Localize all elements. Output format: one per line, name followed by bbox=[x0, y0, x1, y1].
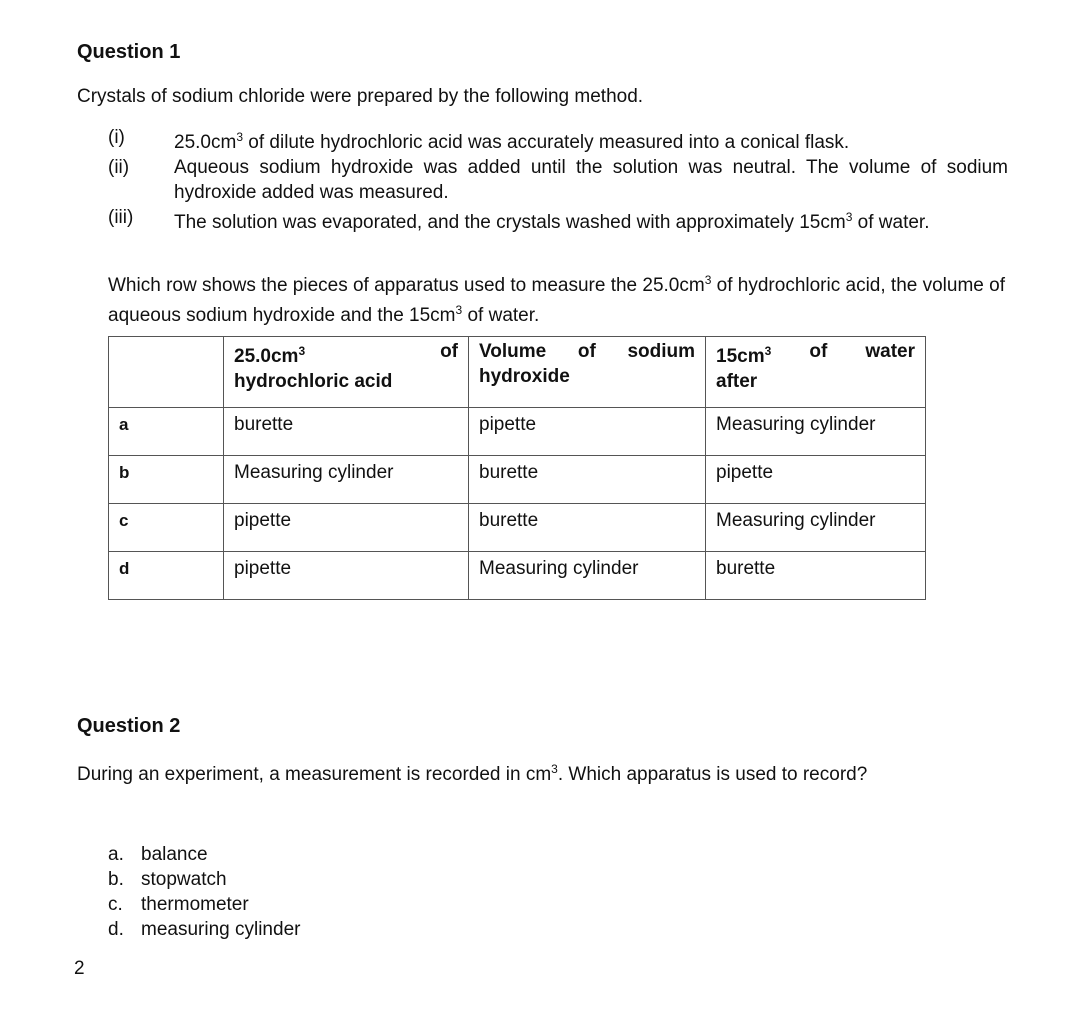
step-text: The solution was evaporated, and the crystals washed with approximately $15cm^3$ of water. bbox=[174, 210, 930, 233]
table-row bbox=[109, 552, 926, 600]
table-cell: pipette bbox=[706, 456, 926, 504]
row-letter: b bbox=[109, 456, 224, 504]
question-2-prompt: During an experiment, a measurement is recorded in $cm^3$. Which apparatus is used to record? bbox=[77, 762, 868, 785]
row-letter: c bbox=[109, 504, 224, 552]
table-row bbox=[109, 504, 926, 552]
method-step bbox=[108, 125, 1008, 155]
row-letter: a bbox=[109, 408, 224, 456]
method-steps bbox=[108, 125, 1008, 235]
table-cell: Measuring cylinder bbox=[706, 504, 926, 552]
row-letter: d bbox=[109, 552, 224, 600]
table-cell: Measuring cylinder bbox=[706, 408, 926, 456]
question-1-heading: Question 1 bbox=[77, 41, 181, 63]
table-cell: pipette bbox=[224, 504, 469, 552]
step-number: (i) bbox=[108, 127, 125, 148]
table-row bbox=[109, 408, 926, 456]
step-text: Aqueous sodium hydroxide was added until the solution was neutral. The volume of sodium hydroxide added was measured. bbox=[174, 157, 1008, 203]
header-water: $15cm^3$ of water after bbox=[706, 337, 926, 408]
page-number: 2 bbox=[74, 958, 85, 979]
table-cell: Measuring cylinder bbox=[224, 456, 469, 504]
question-1-prompt: Which row shows the pieces of apparatus used to measure the $25.0cm^3$ of hydrochloric acid, the volume of aqueous sodium hydroxide and the $15cm^3$ of water. bbox=[108, 273, 1005, 326]
method-step bbox=[108, 155, 1008, 205]
list-item: d. measuring cylinder bbox=[108, 919, 301, 940]
answer-table bbox=[108, 336, 926, 600]
header-sodium-hydroxide: Volume of sodium hydroxide bbox=[469, 337, 706, 408]
step-number: (ii) bbox=[108, 157, 130, 178]
method-step bbox=[108, 205, 1008, 235]
table-row bbox=[109, 456, 926, 504]
table-cell: burette bbox=[469, 456, 706, 504]
list-item: c. thermometer bbox=[108, 894, 249, 915]
list-item: a. balance bbox=[108, 844, 208, 865]
table-cell: burette bbox=[469, 504, 706, 552]
step-number: (iii) bbox=[108, 207, 134, 228]
table-cell: Measuring cylinder bbox=[469, 552, 706, 600]
list-item: b. stopwatch bbox=[108, 869, 227, 890]
header-hydrochloric-acid: $25.0cm^3$ of hydrochloric acid bbox=[224, 337, 469, 408]
table-cell: pipette bbox=[469, 408, 706, 456]
header-blank-cell bbox=[109, 337, 224, 408]
table-cell: pipette bbox=[224, 552, 469, 600]
question-1-intro: Crystals of sodium chloride were prepared by the following method. bbox=[77, 86, 644, 107]
table-cell: burette bbox=[224, 408, 469, 456]
table-cell: burette bbox=[706, 552, 926, 600]
answer-options bbox=[108, 842, 300, 942]
question-2-heading: Question 2 bbox=[77, 715, 181, 737]
step-text: $25.0cm^3$ of dilute hydrochloric acid was accurately measured into a conical flask. bbox=[174, 130, 850, 153]
table-header-row bbox=[109, 337, 926, 408]
